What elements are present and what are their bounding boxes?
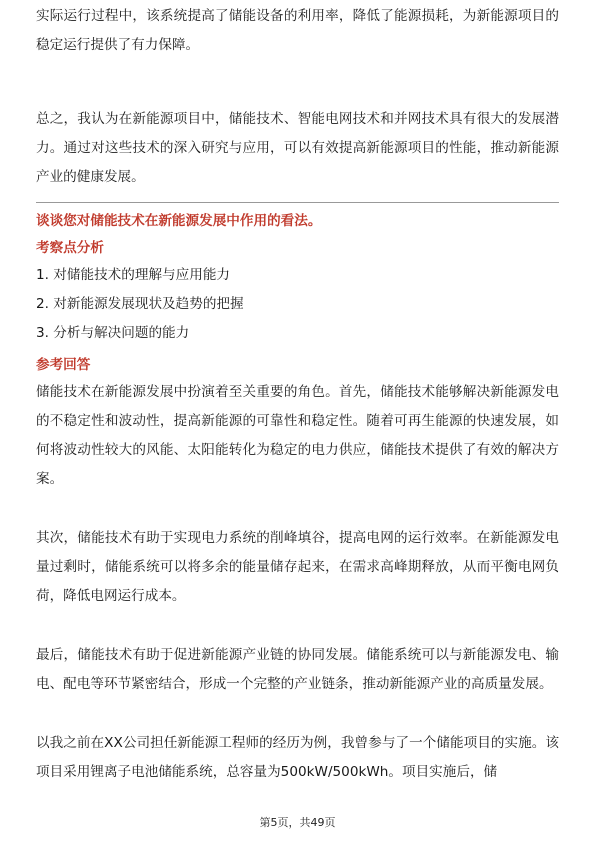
answer-heading: 参考回答 (36, 357, 91, 373)
paragraph-spacer (36, 60, 559, 90)
paragraph-spacer (36, 611, 559, 641)
page-number-footer: 第5页，共49页 (259, 816, 336, 829)
analysis-item-3: 3. 分析与解决问题的能力 (36, 325, 190, 341)
intro-paragraph-1: 实际运行过程中，该系统提高了储能设备的利用率，降低了能源损耗，为新能源项目的稳定运行提供了有力保障。 (36, 8, 559, 53)
answer-paragraph-1: 储能技术在新能源发展中扮演着至关重要的角色。首先，储能技术能够解决新能源发电的不稳定性和波动性，提高新能源的可靠性和稳定性。随着可再生能源的快速发展，如何将波动性较大的风能、太阳能转化为稳定的电力供应，储能技术提供了有效的解决方案。 (36, 384, 559, 487)
paragraph-spacer (36, 494, 559, 524)
paragraph-spacer (36, 699, 559, 729)
answer-paragraph-2: 其次，储能技术有助于实现电力系统的削峰填谷，提高电网的运行效率。在新能源发电量过剩时，储能系统可以将多余的能量储存起来，在需求高峰期释放，从而平衡电网负荷，降低电网运行成本。 (36, 530, 559, 604)
interview-question: 谈谈您对储能技术在新能源发展中作用的看法。 (36, 213, 322, 229)
analysis-item-2: 2. 对新能源发展现状及趋势的把握 (36, 296, 244, 312)
answer-paragraph-3: 最后，储能技术有助于促进新能源产业链的协同发展。储能系统可以与新能源发电、输电、配电等环节紧密结合，形成一个完整的产业链条，推动新能源产业的高质量发展。 (36, 647, 559, 692)
analysis-item-1: 1. 对储能技术的理解与应用能力 (36, 267, 231, 283)
section-divider (36, 202, 559, 203)
document-page (36, 0, 559, 787)
answer-paragraph-4: 以我之前在XX公司担任新能源工程师的经历为例，我曾参与了一个储能项目的实施。该项目采用锂离子电池储能系统，总容量为500kW/500kWh。项目实施后，储 (36, 735, 559, 780)
intro-paragraph-2: 总之，我认为在新能源项目中，储能技术、智能电网技术和并网技术具有很大的发展潜力。通过对这些技术的深入研究与应用，可以有效提高新能源项目的性能，推动新能源产业的健康发展。 (36, 111, 559, 185)
analysis-heading: 考察点分析 (36, 240, 104, 256)
